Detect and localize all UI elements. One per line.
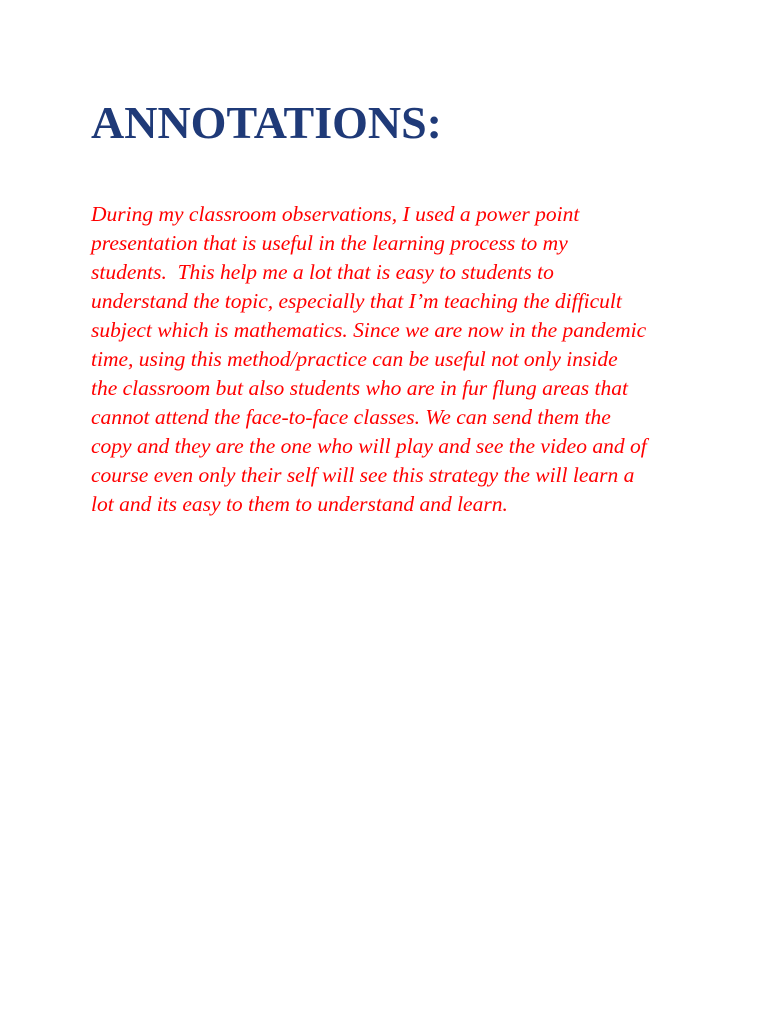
paragraph-line: During my classroom observations, I used a power point xyxy=(91,202,580,226)
paragraph-line: copy and they are the one who will play and see the video and of xyxy=(91,434,647,458)
paragraph-line: the classroom but also students who are in fur flung areas that xyxy=(91,376,628,400)
paragraph-line: presentation that is useful in the learning process to my xyxy=(91,231,568,255)
paragraph-line: course even only their self will see this strategy the will learn a xyxy=(91,463,635,487)
annotation-paragraph xyxy=(91,200,691,519)
paragraph-line: lot and its easy to them to understand and learn. xyxy=(91,492,508,516)
paragraph-line: students. This help me a lot that is easy to students to xyxy=(91,260,554,284)
paragraph-line: cannot attend the face-to-face classes. We can send them the xyxy=(91,405,611,429)
paragraph-line: understand the topic, especially that I’m teaching the difficult xyxy=(91,289,622,313)
paragraph-line: subject which is mathematics. Since we are now in the pandemic xyxy=(91,318,647,342)
paragraph-line: time, using this method/practice can be useful not only inside xyxy=(91,347,618,371)
page-title: ANNOTATIONS: xyxy=(91,97,442,148)
